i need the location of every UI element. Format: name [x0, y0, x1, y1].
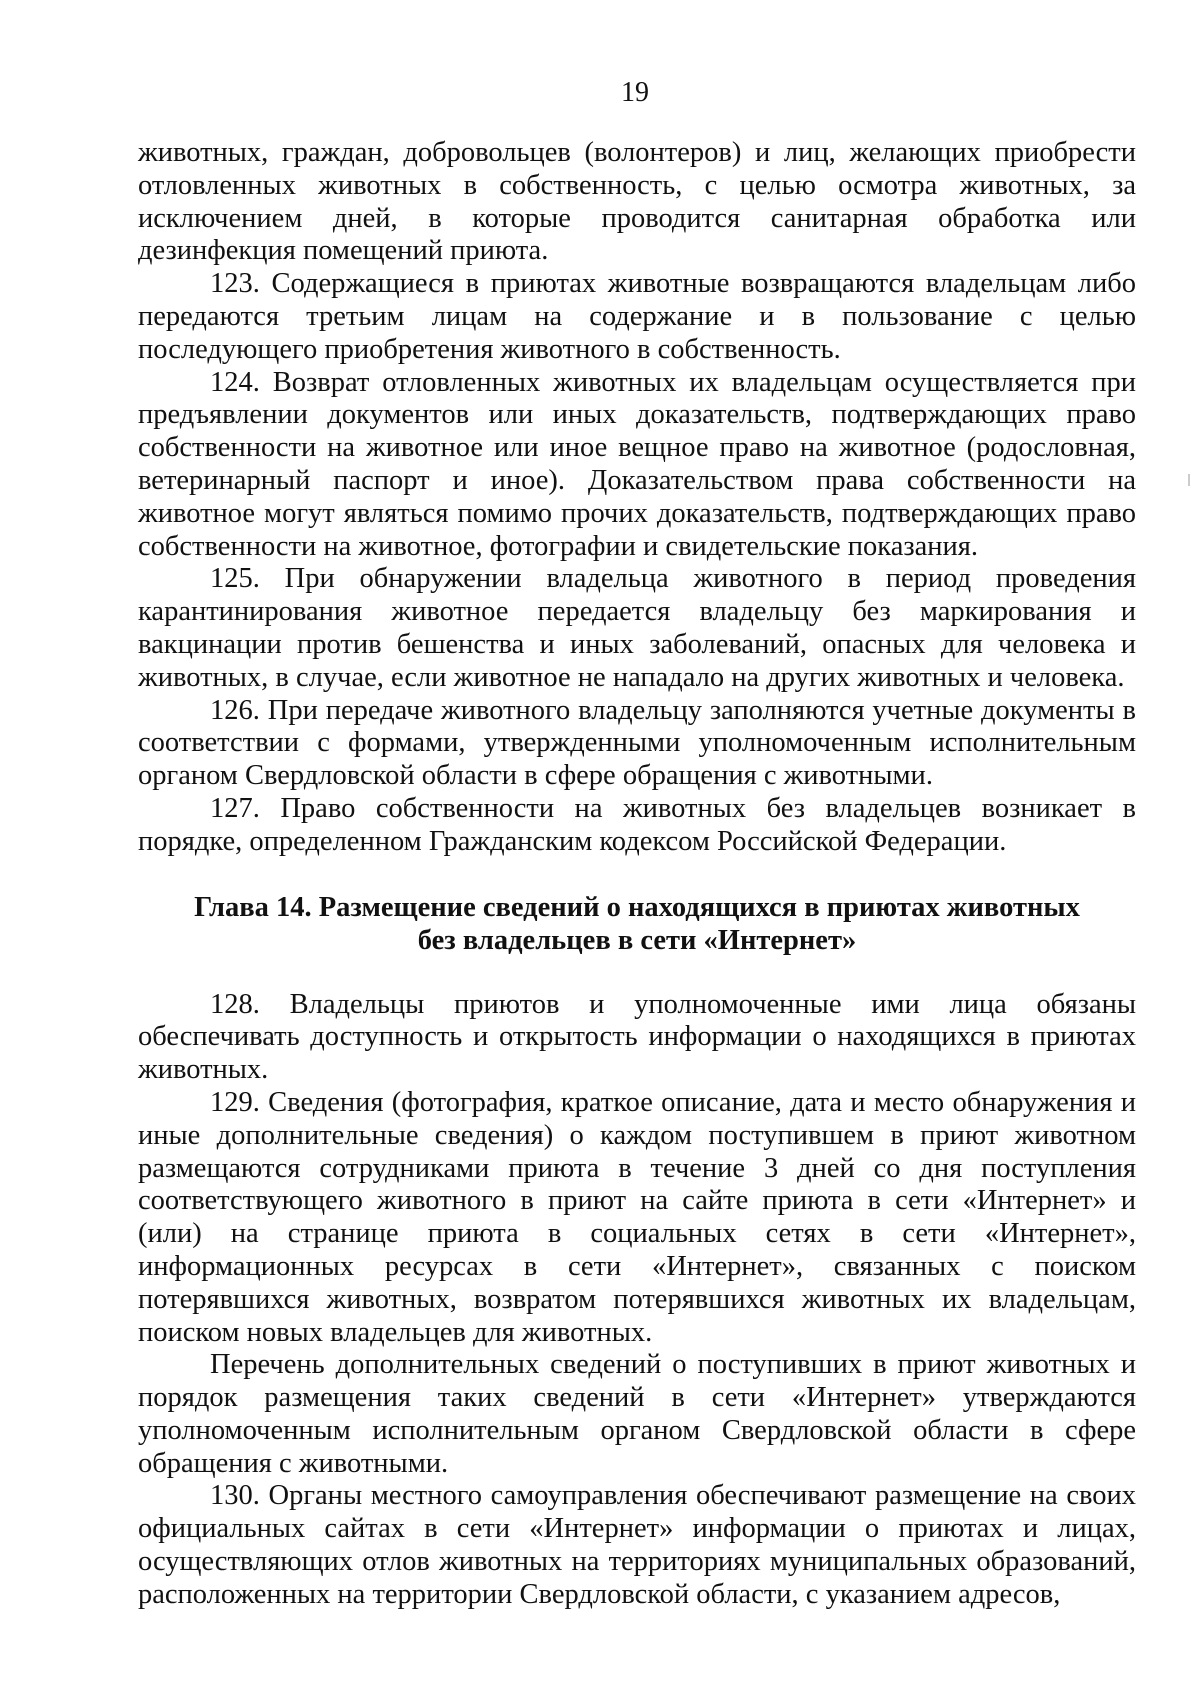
- chapter-heading-line-2: без владельцев в сети «Интернет»: [417, 924, 857, 956]
- paragraph-125: 125. При обнаружении владельца животного в период проведения карантинирования животное передается владельцу без маркирования и вакцинации против бешенства и иных заболеваний, опасных для человека и животных, в случае, если животное не нападало на других животных и человека.: [138, 563, 1136, 693]
- paragraph-128: 128. Владельцы приютов и уполномоченные ими лица обязаны обеспечивать доступность и открытость информации о находящихся в приютах животных.: [138, 988, 1136, 1086]
- page-number: 19: [621, 77, 649, 108]
- scan-margin-mark: [1188, 474, 1190, 486]
- paragraph-129-list: Перечень дополнительных сведений о поступивших в приют животных и порядок размещения таких сведений в сети «Интернет» утверждаются уполномоченным исполнительным органом Свердловской области в сфере обращения с животными.: [138, 1349, 1136, 1479]
- paragraph-127: 127. Право собственности на животных без владельцев возникает в порядке, определенном Гражданским кодексом Российской Федерации.: [138, 792, 1136, 857]
- document-body: [138, 137, 1136, 1612]
- paragraph-123: 123. Содержащиеся в приютах животные возвращаются владельцам либо передаются третьим лицам на содержание и в пользование с целью последующего приобретения животного в собственность.: [138, 268, 1136, 365]
- paragraph-129: 129. Сведения (фотография, краткое описание, дата и место обнаружения и иные дополнительные сведения) о каждом поступившем в приют животном размещаются сотрудниками приюта в течение 3 дней со дня поступления соответствующего животного в приют на сайте приюта в сети «Интернет» и (или) на странице приюта в социальных сетях в сети «Интернет», информационных ресурсах в сети «Интернет», связанных с поиском потерявшихся животных, возвратом потерявшихся животных их владельцам, поиском новых владельцев для животных.: [138, 1086, 1136, 1348]
- paragraph-continuation: животных, граждан, добровольцев (волонтеров) и лиц, желающих приобрести отловленных животных в собственность, с целью осмотра животных, за исключением дней, в которые проводится санитарная обработка или дезинфекция помещений приюта.: [138, 137, 1136, 267]
- paragraph-126: 126. При передаче животного владельцу заполняются учетные документы в соответствии с формами, утвержденными уполномоченным исполнительным органом Свердловской области в сфере обращения с животными.: [138, 694, 1136, 792]
- paragraph-130: 130. Органы местного самоуправления обеспечивают размещение на своих официальных сайтах в сети «Интернет» информации о приютах и лицах, осуществляющих отлов животных на территориях муниципальных образований, расположенных на территории Свердловской области, с указанием адресов,: [138, 1480, 1136, 1610]
- chapter-14-heading: [138, 891, 1136, 957]
- chapter-heading-line-1: Глава 14. Размещение сведений о находящихся в приютах животных: [194, 891, 1080, 923]
- paragraph-124: 124. Возврат отловленных животных их владельцам осуществляется при предъявлении документов или иных доказательств, подтверждающих право собственности на животное или иное вещное право на животное (родословная, ветеринарный паспорт и иное). Доказательством права собственности на животное могут являться помимо прочих доказательств, подтверждающих право собственности на животное, фотографии и свидетельские показания.: [138, 366, 1136, 562]
